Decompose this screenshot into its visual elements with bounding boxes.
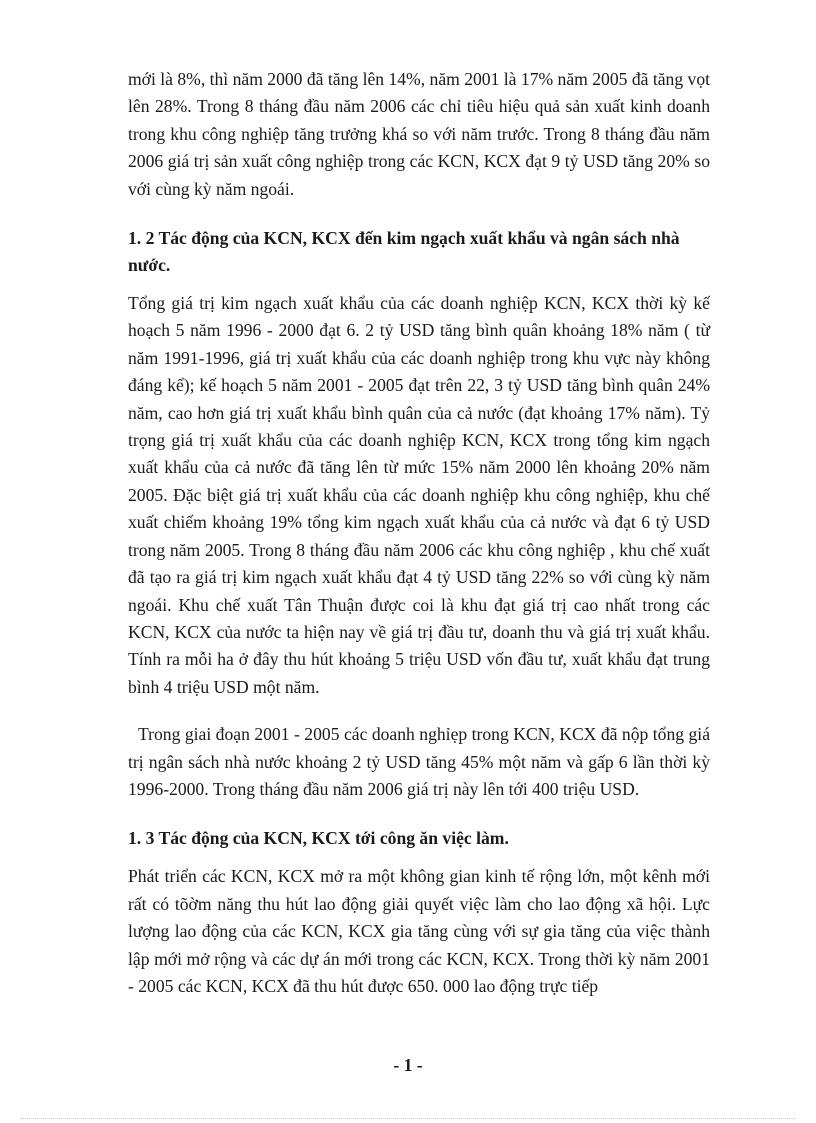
paragraph-intro: mới là 8%, thì năm 2000 đã tăng lên 14%, năm 2001 là 17% năm 2005 đã tăng vọt lên 28%. Trong 8 tháng đầu năm 2006 các chỉ tiêu hiệu quả sản xuất kinh doanh trong khu công nghiệp tăng trưởng khá so với năm trước. Trong 8 tháng đầu năm 2006 giá trị sản xuất công nghiệp trong các KCN, KCX đạt 9 tỷ USD tăng 20% so với cùng kỳ năm ngoái. bbox=[128, 69, 710, 199]
paragraph-export: Tổng giá trị kim ngạch xuất khẩu của các doanh nghiệp KCN, KCX thời kỳ kế hoạch 5 năm 1996 - 2000 đạt 6. 2 tỷ USD tăng bình quân khoảng 18% năm ( từ năm 1991-1996, giá trị xuất khẩu của các doanh nghiệp trong khu vực này không đáng kể); kế hoạch 5 năm 2001 - 2005 đạt trên 22, 3 tỷ USD tăng bình quân 24% năm, cao hơn giá trị xuất khẩu bình quân của cả nước (đạt khoảng 17% năm). Tỷ trọng giá trị xuất khẩu của các doanh nghiệp KCN, KCX trong tổng kim ngạch xuất khẩu của cả nước đã tăng lên từ mức 15% năm 2000 lên khoảng 20% năm 2005. Đặc biệt giá trị xuất khẩu của các doanh nghiệp khu công nghiệp, khu chế xuất chiếm khoảng 19% tổng kim ngạch xuất khẩu của cả nước và đạt 6 tỷ USD trong năm 2005. Trong 8 tháng đầu năm 2006 các khu công nghiệp , khu chế xuất đã tạo ra giá trị kim ngạch xuất khẩu đạt 4 tỷ USD tăng 22% so với cùng kỳ năm ngoái. Khu chế xuất Tân Thuận được coi là khu đạt giá trị cao nhất trong các KCN, KCX của nước ta hiện nay về giá trị đầu tư, doanh thu và giá trị xuất khẩu. Tính ra mỗi ha ở đây thu hút khoảng 5 triệu USD vốn đầu tư, xuất khẩu đạt trung bình 4 triệu USD một năm. bbox=[128, 293, 710, 697]
page-number: - 1 - bbox=[393, 1055, 423, 1075]
paragraph-jobs: Phát triển các KCN, KCX mở ra một không gian kinh tế rộng lớn, một kênh mới rất có tõờm năng thu hút lao động giải quyết việc làm cho lao động xã hội. Lực lượng lao động của các KCN, KCX gia tăng cùng với sự gia tăng của việc thành lập mới mở rộng và các dự án mới trong các KCN, KCX. Trong thời kỳ năm 2001 - 2005 các KCN, KCX đã thu hút được 650. 000 lao động trực tiếp bbox=[128, 866, 710, 996]
paragraph-budget: Trong giai đoạn 2001 - 2005 các doanh nghỉẹp trong KCN, KCX đã nộp tổng giá trị ngân sách nhà nước khoảng 2 tỷ USD tăng 45% một năm và gấp 6 lần thời kỳ 1996-2000. Trong tháng đầu năm 2006 giá trị này lên tới 400 triệu USD. bbox=[128, 724, 710, 799]
page-bottom-divider bbox=[20, 1118, 796, 1119]
document-body bbox=[128, 66, 710, 1020]
section-heading-1-2: 1. 2 Tác động của KCN, KCX đến kim ngạch xuất khẩu và ngân sách nhà nước. bbox=[128, 228, 680, 276]
section-heading-1-3: 1. 3 Tác động của KCN, KCX tới công ăn việc làm. bbox=[128, 828, 509, 849]
